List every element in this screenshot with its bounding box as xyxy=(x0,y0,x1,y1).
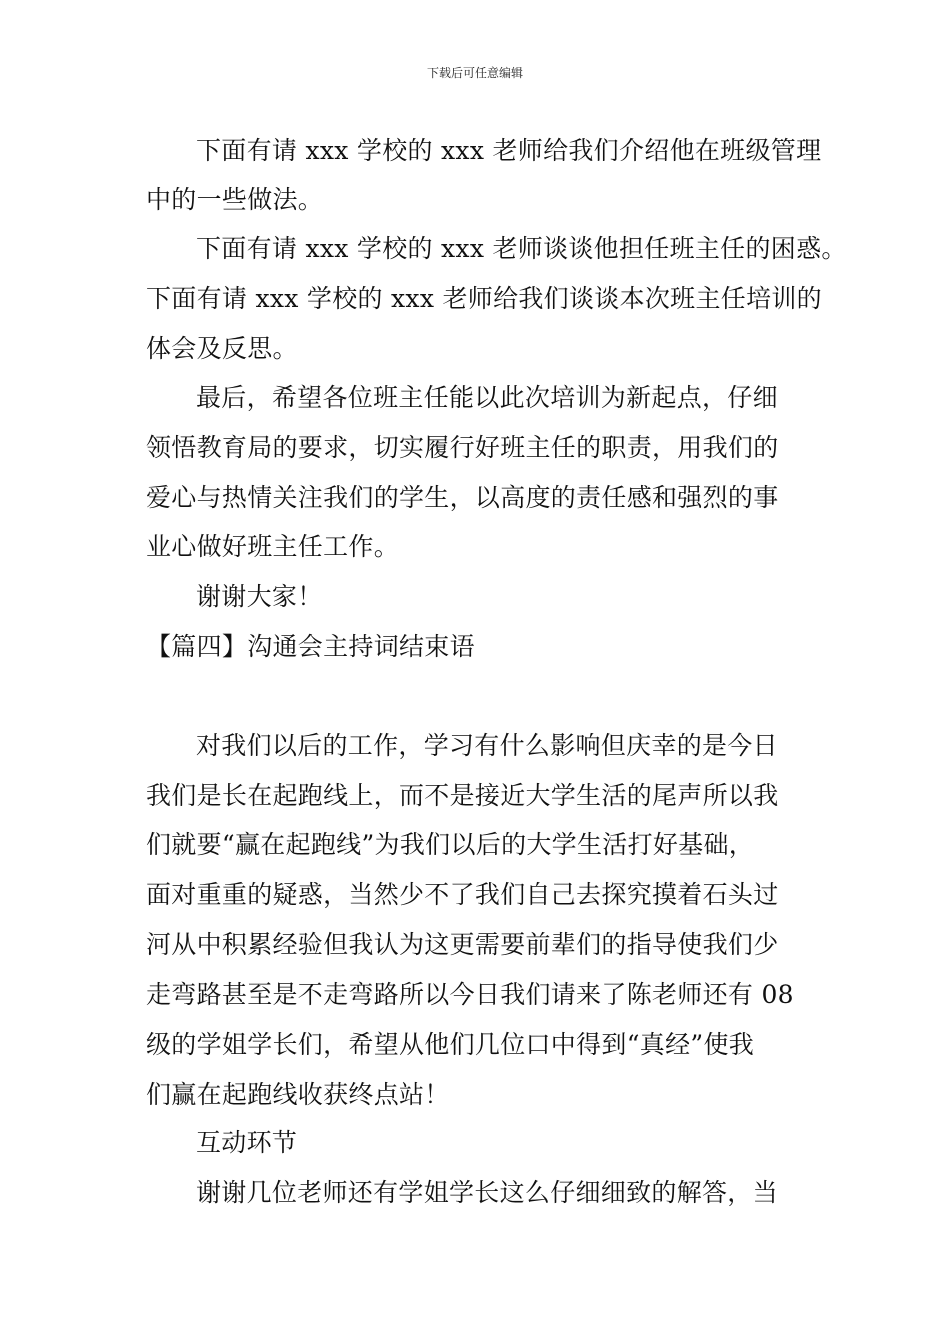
text-line: 我们是长在起跑线上，而不是接近大学生活的尾声所以我 xyxy=(146,781,779,810)
section-heading: 【篇四】沟通会主持词结束语 xyxy=(146,632,475,661)
text-line: 下面有请 xxx 学校的 xxx 老师谈谈他担任班主任的困惑。 xyxy=(196,234,847,263)
text-line: 下面有请 xxx 学校的 xxx 老师给我们谈谈本次班主任培训的 xyxy=(146,284,822,313)
text-line: 谢谢几位老师还有学姐学长这么仔细细致的解答，当 xyxy=(196,1178,778,1207)
page-header: 下载后可任意编辑 xyxy=(426,66,523,80)
text-line: 体会及反思。 xyxy=(146,334,298,363)
text-line: 互动环节 xyxy=(196,1128,298,1157)
text-line: 谢谢大家！ xyxy=(196,582,323,611)
text-line: 们就要“赢在起跑线”为我们以后的大学生活打好基础， xyxy=(146,830,755,859)
text-line: 级的学姐学长们，希望从他们几位口中得到“真经”使我 xyxy=(146,1030,755,1059)
text-line: 最后，希望各位班主任能以此次培训为新起点，仔细 xyxy=(196,383,778,412)
text-line: 业心做好班主任工作。 xyxy=(146,532,400,561)
text-line: 爱心与热情关注我们的学生，以高度的责任感和强烈的事 xyxy=(146,483,779,512)
text-line: 领悟教育局的要求，切实履行好班主任的职责，用我们的 xyxy=(146,433,779,462)
text-line: 下面有请 xxx 学校的 xxx 老师给我们介绍他在班级管理 xyxy=(196,136,822,165)
text-line: 面对重重的疑惑，当然少不了我们自己去探究摸着石头过 xyxy=(146,880,779,909)
text-line: 中的一些做法。 xyxy=(146,185,324,214)
text-line: 河从中积累经验但我认为这更需要前辈们的指导使我们少 xyxy=(146,930,779,959)
text-line: 们赢在起跑线收获终点站！ xyxy=(146,1080,450,1109)
text-line: 走弯路甚至是不走弯路所以今日我们请来了陈老师还有 08 xyxy=(146,980,794,1009)
text-line: 对我们以后的工作，学习有什么影响但庆幸的是今日 xyxy=(196,731,778,760)
